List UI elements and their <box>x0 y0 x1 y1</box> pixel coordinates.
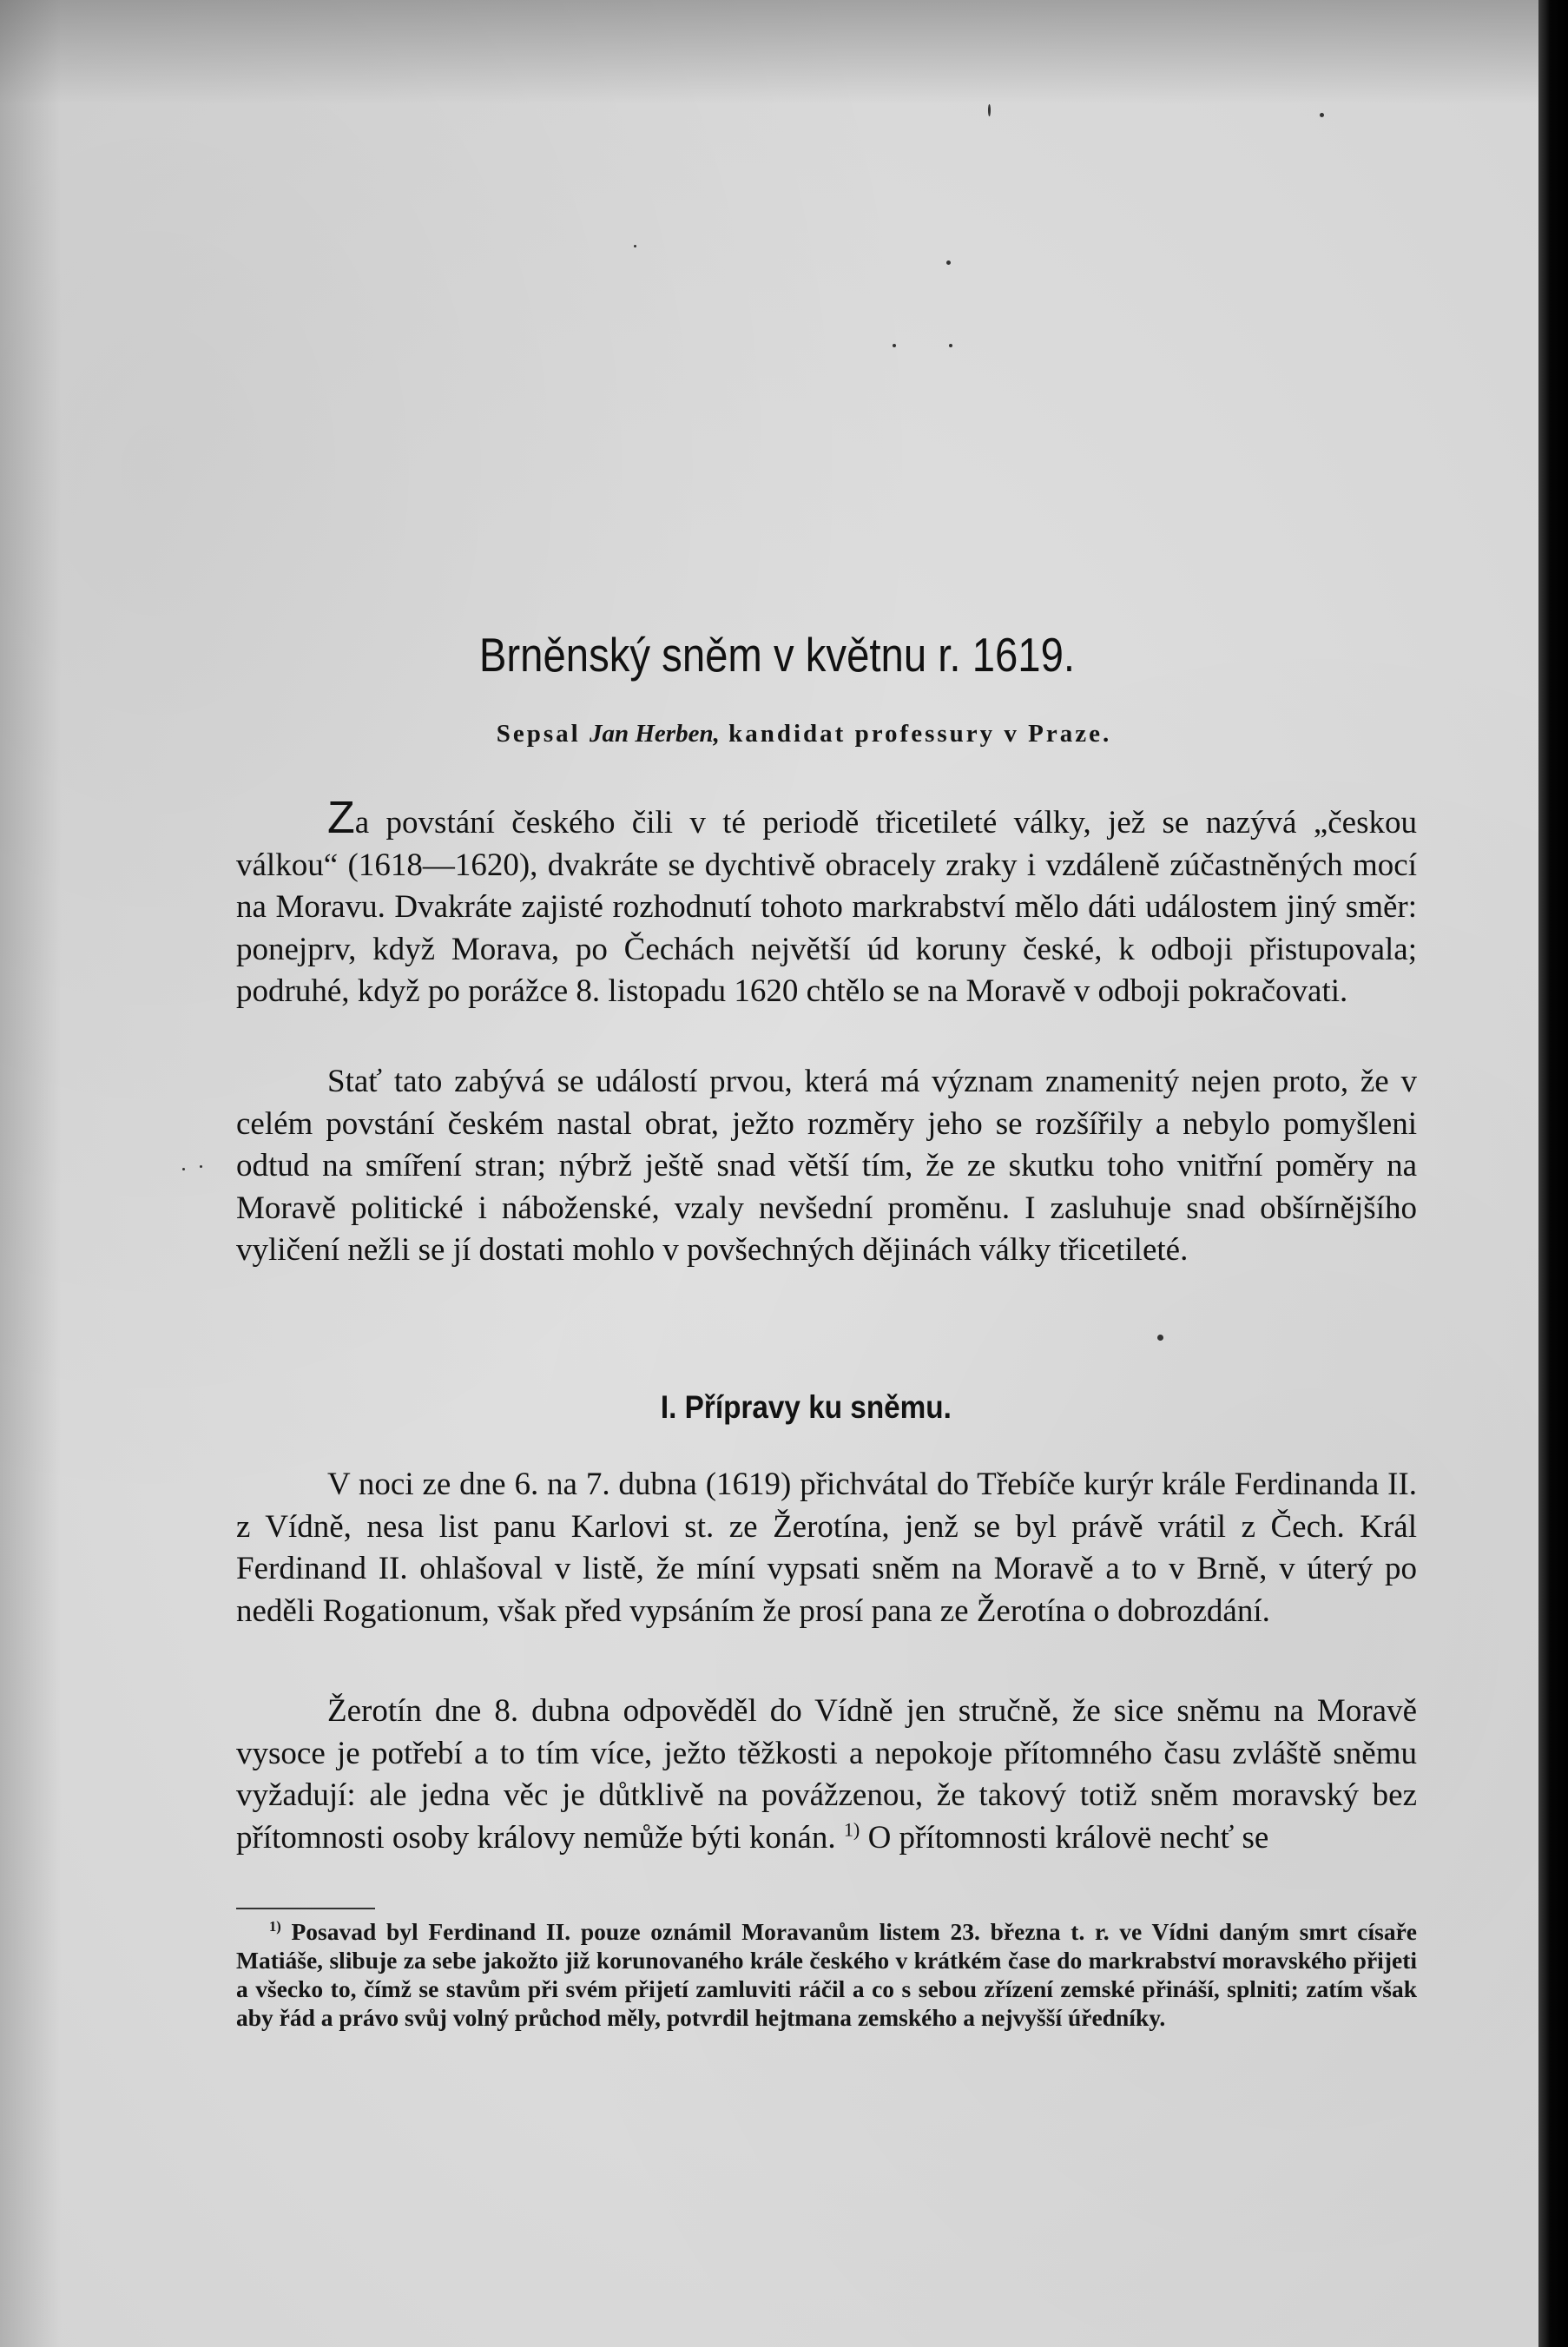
page-stain-top <box>0 0 1538 104</box>
footnote <box>236 1917 1417 2032</box>
page-edge-dark <box>1538 0 1568 2347</box>
section-paragraph-1 <box>236 1464 1417 1632</box>
speck <box>182 1168 185 1170</box>
author-name: Jan Herben, <box>590 720 720 748</box>
section-paragraph-2-text: Žerotín dne 8. dubna odpověděl do Vídně jen stručně, že sice sněmu na Moravě vysoce je potřebí a to tím více, ježto těžkosti a nepokoje přítomného času zvláště sněmu vyžadují: ale jedna věc je důtklivě na povážzenou, že takový totiž sněm moravský bez přítomnosti osoby královy nemůže býti konán. <box>236 1693 1417 1856</box>
footnote-mark: 1) <box>269 1917 281 1935</box>
footnote-text: Posavad byl Ferdinand II. pouze oznámil Moravanům listem 23. března t. r. ve Vídni daným smrt císaře Matiáše, slibuje za sebe jakožto již korunovaného krále českého v krátkém čase do markrabství moravského přijeti a všecko to, čímž se stavům při svém přijetí zamluviti ráčil a co s sebou zřízení zemské přináší, splniti; zatím však aby řád a právo svůj volný průchod měly, potvrdil hejtmana zemského a nejvyšší úředníky. <box>236 1918 1418 2031</box>
drop-cap: Z <box>327 793 355 843</box>
intro-paragraph-1-text: a povstání českého čili v té periodě třicetileté války, jež se nazývá „českou válkou“ (1618—1620), dvakráte se dychtivě obracely zraky i vzdáleně zúčastněných mocí na Moravu. Dvakráte zajisté rozhodnutí tohoto markrabství mělo dáti událostem jiný směr: ponejprv, když Morava, po Čechách největší úd koruny české, k odboji přistupovala; podruhé, když po porážce 8. listopadu 1620 chtělo se na Moravě v odboji pokračovati. <box>236 805 1417 1009</box>
speck <box>634 245 636 247</box>
speck <box>949 344 952 347</box>
byline-prefix: Sepsal <box>496 720 581 748</box>
footnote-reference: 1) <box>843 1818 860 1841</box>
section-paragraph-2 <box>236 1691 1417 1859</box>
section-paragraph-2-continuation: O přítomnosti královë nechť se <box>860 1819 1269 1856</box>
byline-suffix: kandidat professury v Praze. <box>728 720 1112 748</box>
article-title: Brněnský sněm v květnu r. 1619. <box>478 628 1076 682</box>
byline <box>0 720 1538 748</box>
footnote-divider <box>236 1908 375 1909</box>
intro-paragraph-2-text: Stať tato zabývá se událostí prvou, která má význam znamenitý nejen proto, že v celém povstání českém nastal obrat, ježto rozměry jeho se rozšířily a nebylo pomyšleni odtud na smíření stran; nýbrž ještě snad větší tím, že ze skutku toho vnitřní poměry na Moravě politické i náboženské, vzaly nevšední proměnu. I zasluhuje snad obšírnějšího vyličení nežli se jí dostati mohlo v povšechných dějinách války třicetileté. <box>236 1064 1417 1268</box>
intro-paragraph-2 <box>236 1061 1417 1272</box>
speck <box>988 104 991 116</box>
section-paragraph-1-text: V noci ze dne 6. na 7. dubna (1619) přichvátal do Třebíče kurýr krále Ferdinanda II. z Vídně, nesa list panu Karlovi st. ze Žerotína, jenž se byl právě vrátil z Čech. Král Ferdinand II. ohlašoval v listě, že míní vypsati sněm na Moravě a to v Brně, v úterý po neděli Rogationum, však před vypsáním že prosí pana ze Žerotína o dobrozdání. <box>236 1467 1417 1629</box>
speck <box>200 1165 202 1168</box>
page-stain-left <box>0 0 61 2347</box>
speck <box>946 260 951 265</box>
speck <box>1157 1335 1163 1341</box>
speck <box>1320 113 1324 117</box>
speck <box>893 344 896 347</box>
intro-paragraph-1 <box>236 795 1417 1013</box>
section-heading: I. Přípravy ku sněmu. <box>660 1389 952 1425</box>
